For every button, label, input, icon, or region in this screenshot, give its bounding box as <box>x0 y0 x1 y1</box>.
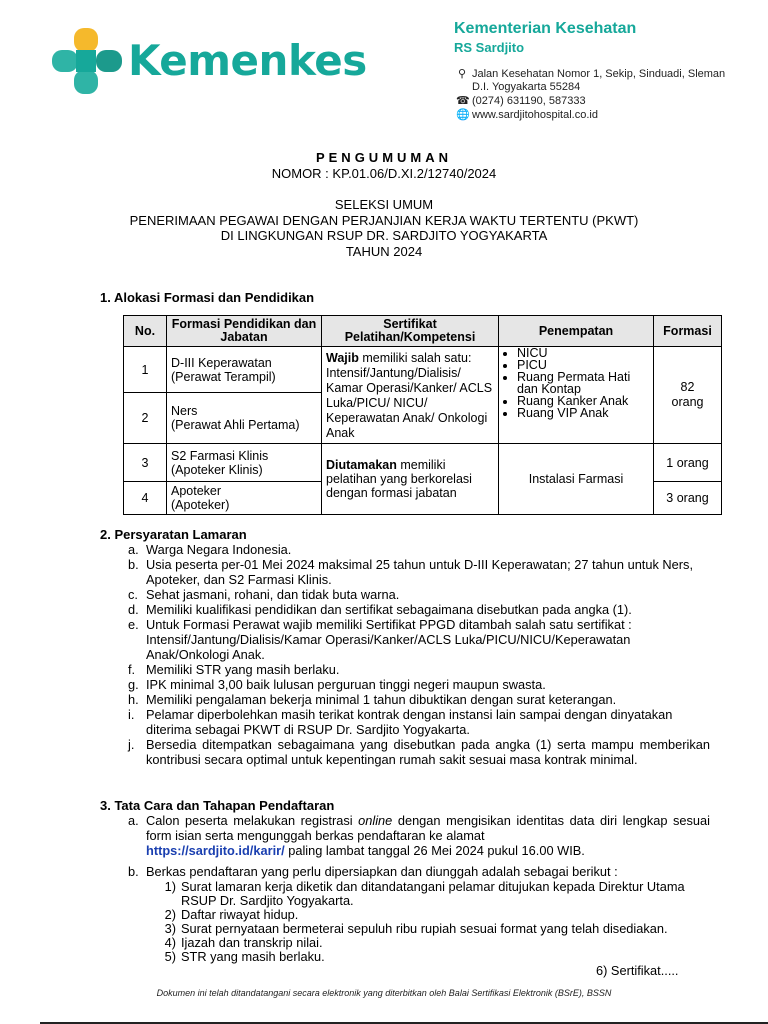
item-label: b. <box>128 557 139 572</box>
sertifikat-text: memiliki pelatihan yang berkorelasi dengan formasi jabatan <box>326 458 472 500</box>
item-text: Bersedia ditempatkan sebagaimana yang disebutkan pada angka (1) serta mampu memberikan kontribusi secara optimal untuk kepentingan rumah sakit sesuai masa kontrak minimal. <box>146 737 710 767</box>
row-no: 1 <box>124 347 167 393</box>
penempatan-cell-group-1 <box>499 347 654 444</box>
table-row <box>124 347 722 393</box>
header-formasi: Formasi Pendidikan dan Jabatan <box>167 316 322 347</box>
title-line-4: TAHUN 2024 <box>345 244 423 259</box>
sertifikat-text: memiliki salah satu: Intensif/Jantung/Dialisis/ Kamar Operasi/Kanker/ ACLS Luka/PICU/ NICU/ Keperawatan Anak/ Onkologi Anak <box>326 351 493 440</box>
table-header-row <box>124 316 722 347</box>
sertifikat-bold: Diutamakan <box>326 458 397 472</box>
phone-text: (0274) 631190, 587333 <box>472 95 586 107</box>
header-no: No. <box>124 316 167 347</box>
item-text: Memiliki pengalaman bekerja minimal 1 tahun dibuktikan dengan surat keterangan. <box>146 692 617 707</box>
row-formasi-count: 3 orang <box>654 482 722 515</box>
row-no: 3 <box>124 444 167 482</box>
list-item <box>153 936 713 950</box>
list-item <box>128 617 710 662</box>
item-text: STR yang masih berlaku. <box>181 949 325 964</box>
item-label: j. <box>128 737 135 752</box>
header-penempatan: Penempatan <box>499 316 654 347</box>
registration-text: Calon peserta melakukan registrasi <box>146 813 359 828</box>
continuation-marker: 6) Sertifikat..... <box>596 963 679 978</box>
e-signature-notice: Dokumen ini telah ditandatangani secara elektronik yang diterbitkan oleh Balai Sertifikasi Elektronik (BSrE), BSSN <box>156 988 612 998</box>
item-label: g. <box>128 677 139 692</box>
row-no: 2 <box>124 393 167 444</box>
item-label: 5) <box>164 949 176 964</box>
item-text: Sehat jasmani, rohani, dan tidak buta warna. <box>146 587 400 602</box>
address-line-2: D.I. Yogyakarta 55284 <box>472 81 581 93</box>
hospital-name: RS Sardjito <box>454 40 525 55</box>
item-label: b. <box>128 864 139 879</box>
row-jabatan: (Apoteker Klinis) <box>171 462 263 477</box>
penempatan-list <box>503 347 649 419</box>
row-jabatan: (Apoteker) <box>171 498 230 512</box>
section-2-heading: 2. Persyaratan Lamaran <box>100 527 247 542</box>
row-pendidikan: Apoteker <box>171 484 222 498</box>
item-label: d. <box>128 602 139 617</box>
ministry-name: Kementerian Kesehatan <box>454 20 637 37</box>
item-text: Memiliki kualifikasi pendidikan dan sertifikat sebagaimana disebutkan pada angka (1). <box>146 602 632 617</box>
item-text: Memiliki STR yang masih berlaku. <box>146 662 340 677</box>
item-text: Surat pernyataan bermeterai sepuluh ribu rupiah sesuai format yang telah disediakan. <box>181 921 668 936</box>
list-item <box>128 864 710 879</box>
row-formasi-count: 1 orang <box>654 444 722 482</box>
item-label: 4) <box>164 935 176 950</box>
header-sertifikat: Sertifikat Pelatihan/Kompetensi <box>322 316 499 347</box>
penempatan-item: • Ruang Kanker Anak <box>517 395 649 407</box>
item-label: f. <box>128 662 136 677</box>
item-text: Untuk Formasi Perawat wajib memiliki Sertifikat PPGD ditambah salah satu sertifikat : Intensif/Jantung/Dialisis/Kamar Operasi/Kanker/ACLS Luka/PICU/NICU/Keperawatan Anak/Onkologi Anak. <box>146 617 632 662</box>
item-text: Berkas pendaftaran yang perlu dipersiapkan dan diunggah adalah sebagai berikut : <box>146 864 618 879</box>
item-label: i. <box>128 707 135 722</box>
list-item <box>128 677 710 692</box>
formasi-number: 82 <box>680 380 695 394</box>
penempatan-cell-group-2: Instalasi Farmasi <box>499 444 654 515</box>
row-formasi <box>167 444 322 482</box>
list-item <box>128 707 710 737</box>
item-label: a. <box>128 813 139 828</box>
section-3-heading: 3. Tata Cara dan Tahapan Pendaftaran <box>100 798 335 813</box>
penempatan-item: • Ruang Permata Hati dan Kontap <box>517 371 649 395</box>
penempatan-item: • Ruang VIP Anak <box>517 407 649 419</box>
item-text: Surat lamaran kerja diketik dan ditandatangani pelamar ditujukan kepada Direktur Utama RSUP Dr. Sardjito Yogyakarta. <box>181 879 685 908</box>
announcement-number: NOMOR : KP.01.06/D.XI.2/12740/2024 <box>271 166 497 181</box>
item-label: 3) <box>164 921 176 936</box>
title-line-3: DI LINGKUNGAN RSUP DR. SARDJITO YOGYAKARTA <box>220 228 548 243</box>
header-jumlah: Formasi <box>654 316 722 347</box>
row-formasi <box>167 482 322 515</box>
row-no: 4 <box>124 482 167 515</box>
documents-sublist <box>153 880 713 964</box>
announcement-heading: PENGUMUMAN <box>315 150 453 165</box>
list-item <box>153 880 713 908</box>
allocation-table <box>123 315 722 515</box>
registration-text: dengan mengisikan identitas data diri lengkap sesuai form isian serta mengunggah berkas pendaftaran ke alamat <box>146 813 711 843</box>
registration-list <box>128 813 710 879</box>
section-1-heading: 1. Alokasi Formasi dan Pendidikan <box>100 290 315 305</box>
penempatan-item: • NICU <box>517 347 649 359</box>
list-item <box>128 542 710 557</box>
sertifikat-cell-group-1 <box>322 347 499 444</box>
row-formasi <box>167 347 322 393</box>
career-link[interactable]: https://sardjito.id/karir/ <box>146 843 285 858</box>
list-item <box>128 602 710 617</box>
list-item <box>153 922 713 936</box>
item-label: a. <box>128 542 139 557</box>
list-item <box>128 587 710 602</box>
row-pendidikan: D-III Keperawatan <box>171 355 272 370</box>
formasi-cell-group-1 <box>654 347 722 444</box>
item-text: Usia peserta per-01 Mei 2024 maksimal 25 tahun untuk D-III Keperawatan; 27 tahun untuk Ners, Apoteker, dan S2 Farmasi Klinis. <box>146 557 694 587</box>
list-item <box>153 908 713 922</box>
item-text: Daftar riwayat hidup. <box>181 907 299 922</box>
kemenkes-logo-mark <box>52 28 122 94</box>
address-line-1 <box>456 67 725 80</box>
title-line-1: SELEKSI UMUM <box>334 197 434 212</box>
item-text: Warga Negara Indonesia. <box>146 542 292 557</box>
registration-online-word: online <box>358 813 393 828</box>
item-text <box>146 813 710 858</box>
row-pendidikan: S2 Farmasi Klinis <box>171 448 269 463</box>
phone-line <box>456 94 586 107</box>
kemenkes-logo-text: Kemenkes <box>128 36 367 85</box>
list-item <box>128 737 710 767</box>
row-jabatan: (Perawat Ahli Pertama) <box>171 418 300 433</box>
item-text: Ijazah dan transkrip nilai. <box>181 935 323 950</box>
item-text: IPK minimal 3,00 baik lulusan perguruan tinggi negeri maupun swasta. <box>146 677 546 692</box>
globe-icon: 🌐 <box>456 109 470 121</box>
item-label: e. <box>128 617 139 632</box>
row-jabatan: (Perawat Terampil) <box>171 369 276 384</box>
sertifikat-bold: Wajib <box>326 351 359 365</box>
row-pendidikan: Ners <box>171 404 198 419</box>
list-item <box>128 692 710 707</box>
sertifikat-cell-group-2 <box>322 444 499 515</box>
address-text: Jalan Kesehatan Nomor 1, Sekip, Sinduadi, Sleman <box>472 68 726 80</box>
website-line <box>456 108 598 121</box>
list-item <box>128 662 710 677</box>
list-item <box>128 557 710 587</box>
website-text: www.sardjitohospital.co.id <box>472 109 598 121</box>
row-formasi <box>167 393 322 444</box>
item-label: 1) <box>164 879 176 894</box>
item-text: Pelamar diperbolehkan masih terikat kontrak dengan instansi lain sampai dengan dinyatakan diterima sebagai PKWT di RSUP Dr. Sardjito Yogyakarta. <box>146 707 673 737</box>
phone-icon: ☎ <box>456 95 470 107</box>
penempatan-item: • PICU <box>517 359 649 371</box>
item-label: h. <box>128 692 139 707</box>
requirements-list <box>128 542 710 767</box>
table-row <box>124 444 722 482</box>
item-label: c. <box>128 587 138 602</box>
title-line-2: PENERIMAAN PEGAWAI DENGAN PERJANJIAN KERJA WAKTU TERTENTU (PKWT) <box>129 213 639 228</box>
location-pin-icon: ⚲ <box>457 68 467 80</box>
list-item <box>153 950 713 964</box>
registration-deadline-text: paling lambat tanggal 26 Mei 2024 pukul 16.00 WIB. <box>284 843 585 858</box>
list-item <box>128 813 710 858</box>
formasi-unit: orang <box>671 395 704 409</box>
item-label: 2) <box>164 907 176 922</box>
